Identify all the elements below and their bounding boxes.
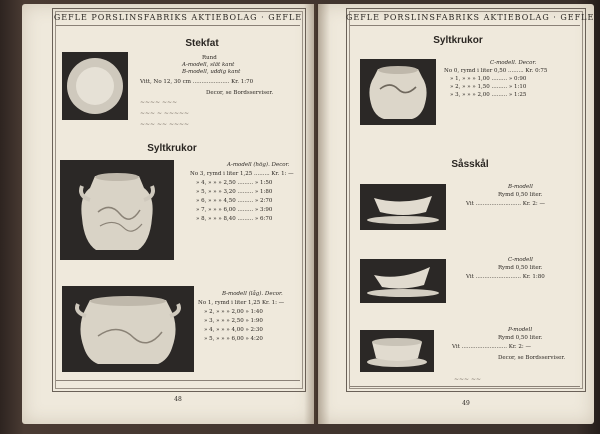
book-gutter [304, 4, 330, 424]
text-line: C-modell [508, 257, 533, 263]
footer-rule [350, 386, 580, 387]
text-line: C-modell. Decor. [490, 60, 537, 66]
jar-image [60, 160, 174, 260]
product-photo-sasskal-p [360, 330, 434, 372]
text-line: Rymd 0,50 liter. [498, 335, 543, 341]
text-line: Rymd 0,50 liter. [498, 192, 543, 198]
text-line: » 3, » » » 2,50 » 1:90 [204, 318, 263, 324]
text-line: » 4, » » » 2,50 ......... » 1:50 [196, 180, 273, 186]
product-photo-syltkruka-a [60, 160, 174, 260]
text-line: No 3, rymd i liter 1,25 ......... Kr. 1: — [190, 171, 294, 177]
text-line: No 1, rymd i liter 1,25 Kr. 1: — [198, 300, 285, 306]
text-line: No 0, rymd i liter 0,50 ......... Kr. 0:75 [444, 68, 548, 74]
header-rule [350, 25, 580, 26]
product-photo-sasskal-b [360, 184, 446, 230]
product-photo-syltkruka-b [62, 286, 194, 372]
text-line: » 7, » » » 6,00 ......... » 3:90 [196, 207, 273, 213]
text-line: » 5, » » » 3,20 ......... » 1:80 [196, 189, 273, 195]
pencil-note: ~~~~ ~~~ [140, 99, 178, 106]
right-page [318, 4, 594, 424]
section-title: Stekfat [185, 38, 219, 49]
product-photo-sasskal-c [360, 259, 446, 303]
page-number: 48 [174, 396, 182, 403]
product-photo-stekfat [62, 52, 128, 120]
gravy-boat-image [360, 259, 446, 303]
small-jar-image [360, 59, 436, 125]
text-line: B-modell [508, 184, 533, 190]
text-line: » 8, » » » 8,40 ......... » 6:70 [196, 216, 273, 222]
text-line: Vit .......................... Kr. 2: — [466, 201, 546, 207]
left-page [22, 4, 314, 424]
text-line: Vit .......................... Kr. 1:80 [466, 274, 545, 280]
section-title: Syltkrukor [433, 35, 483, 46]
text-line: » 2, » » » 1,50 ......... » 1:10 [450, 84, 527, 90]
text-line: Rymd 0,50 liter. [498, 265, 543, 271]
section-title: Syltkrukor [147, 143, 197, 154]
text-line: P-modell [508, 327, 533, 333]
text-line: » 1, » » » 1,00 ......... » 0:90 [450, 76, 527, 82]
text-line: Decor, se Bordsserviser. [206, 90, 274, 96]
text-line: A-modell, slät kant [182, 62, 235, 68]
footer-rule [56, 380, 300, 381]
pencil-note: ~~~ ~ ~~~~~ [140, 110, 190, 117]
pencil-note: ~~~ ~~ [454, 376, 482, 383]
text-line: Decor, se Bordsserviser. [498, 355, 566, 361]
text-line: » 2, » » » 2,00 » 1:40 [204, 309, 263, 315]
page-header: GEFLE PORSLINSFABRIKS AKTIEBOLAG · GEFLE [53, 13, 303, 22]
text-line: » 5, » » » 6,00 » 4:20 [204, 336, 263, 342]
header-rule [56, 25, 300, 26]
section-title: Såsskål [451, 159, 489, 170]
text-line: » 4, » » » 4,00 » 2:30 [204, 327, 263, 333]
pencil-note: ~~~ ~~ ~~~~ [140, 121, 190, 128]
text-line: » 6, » » » 4,50 ......... » 2:70 [196, 198, 273, 204]
text-line: B-modell, uddig kant [182, 69, 241, 75]
low-jar-image [62, 286, 194, 372]
product-photo-syltkruka-c [360, 59, 436, 125]
text-line: Rund [202, 55, 217, 61]
text-line: Vitt, No 12, 30 cm ..................... Kr. 1:70 [140, 79, 254, 85]
page-number: 49 [462, 400, 470, 407]
gravy-boat-image [360, 184, 446, 230]
plate-image [62, 52, 128, 120]
text-line: A-modell (hög). Decor. [227, 162, 290, 168]
text-line: Vit .......................... Kr. 2: — [452, 344, 532, 350]
page-header: GEFLE PORSLINSFABRIKS AKTIEBOLAG · GEFLE [346, 13, 595, 22]
text-line: B-modell (låg). Decor. [222, 291, 283, 297]
text-line: » 3, » » » 2,00 ......... » 1:25 [450, 92, 527, 98]
sauce-bowl-image [360, 330, 434, 372]
